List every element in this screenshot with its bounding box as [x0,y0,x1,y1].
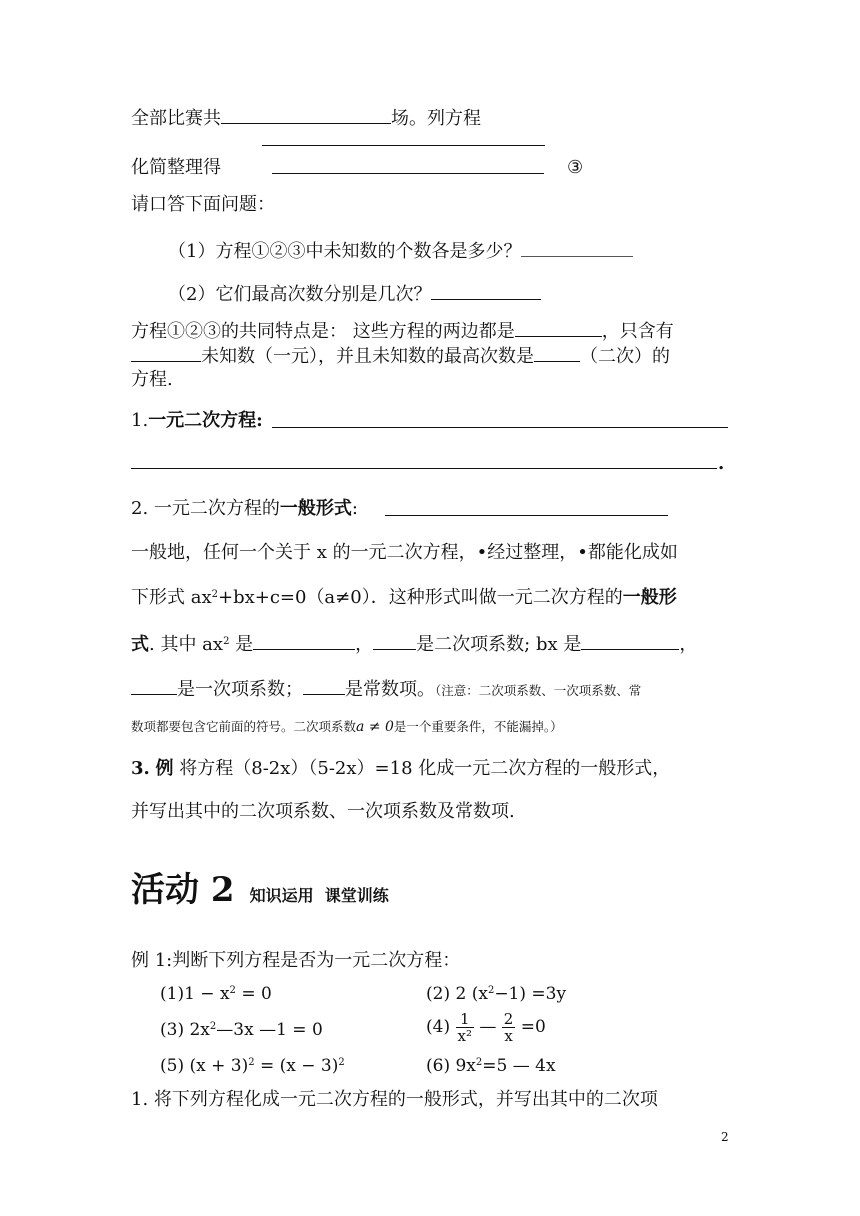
general-line-1: 一般地，任何一个关于 x 的一元二次方程，•经过整理，•都能化成如 [131,542,678,563]
question-1: （1）方程①②③中未知数的个数各是多少？ [168,238,633,264]
general-line-4: 是一次项系数； 是常数项。（注意：二次项系数、一次项系数、常 [131,676,641,703]
example-3-line-1: 3. 例 将方程（8-2x）（5-2x）=18 化成一元二次方程的一般形式， [131,758,671,779]
equation-3: (3) $2x^2—3x$ —1 = 0 [160,1020,323,1040]
blank-general-form[interactable] [385,515,668,516]
blank-q2[interactable] [431,281,541,300]
text-line-2: 化简整理得 [131,157,221,178]
blank-definition-1[interactable] [272,427,728,428]
definition-1: 1.一元二次方程: [131,410,263,431]
question-2: （2）它们最高次数分别是几次？ [168,281,541,307]
blank-total-games[interactable] [221,105,391,124]
definition-2: 2. 一元二次方程的一般形式: [131,498,358,519]
equation-1: $(1)1 - x^2 = 0$ [160,984,272,1004]
feature-line-3: 方程. [131,369,173,390]
equation-5: (5) $(x + 3)^2 = (x - 3)^2$ [160,1056,345,1076]
blank-one-unknown[interactable] [131,343,201,362]
task-1: 1. 将下列方程化成一元二次方程的一般形式，并写出其中的二次项 [131,1089,658,1110]
fraction-2-over-x: $\frac{2}{x}$ [503,1010,514,1045]
blank-constant[interactable] [303,676,345,695]
circle-3-label: ③ [567,157,584,178]
text-line-1: 全部比赛共 场。列方程 [131,105,481,131]
blank-simplified[interactable] [272,173,544,174]
blank-equation-line[interactable] [262,145,545,146]
example-3-line-2: 并写出其中的二次项系数、一次项系数及常数项. [131,801,515,822]
definition-1-end: . [718,453,725,474]
general-line-3: 式. 其中 $ax^2$ 是 ， 是二次项系数; bx 是 ， [131,631,697,657]
blank-linear-term[interactable] [581,631,679,650]
example-1-label: 例 1:判断下列方程是否为一元二次方程： [131,950,461,971]
general-line-5: 数项都要包含它前面的符号。二次项系数a ≠ 0是一个重要条件，不能漏掉。） [131,719,563,735]
feature-line-1: 方程①②③的共同特点是： 这些方程的两边都是 ，只含有 [131,318,674,344]
feature-line-2: 未知数（一元），并且未知数的最高次数是 （二次）的 [131,343,670,369]
activity-heading: 活动 2 知识运用 课堂训练 [131,870,389,910]
equation-6: (6) $9x^2=5$ — 4x [426,1056,556,1076]
blank-q1[interactable] [521,238,633,257]
equation-4: (4) $\frac{1}{\text{x²}}$ — $\frac{2}{x}$ =0 [426,1010,546,1045]
blank-both-sides[interactable] [515,318,602,337]
blank-definition-1b[interactable] [131,468,717,469]
blank-linear-coef[interactable] [131,676,177,695]
page-number: 2 [721,1130,729,1144]
equation-2: (2) 2 $(x^2-1) =3y$ [426,984,567,1004]
blank-quadratic-coef[interactable] [373,631,416,650]
blank-quadratic-term[interactable] [253,631,355,650]
question-prompt: 请口答下面问题： [131,194,275,215]
general-line-2: 下形式 $ax^2+bx+c=0(a\ne 0)$．这种形式叫做一元二次方程的一般形 [131,587,677,608]
fraction-1-over-x2: $\frac{1}{\text{x²}}$ [457,1010,472,1045]
blank-highest-degree[interactable] [534,343,580,362]
